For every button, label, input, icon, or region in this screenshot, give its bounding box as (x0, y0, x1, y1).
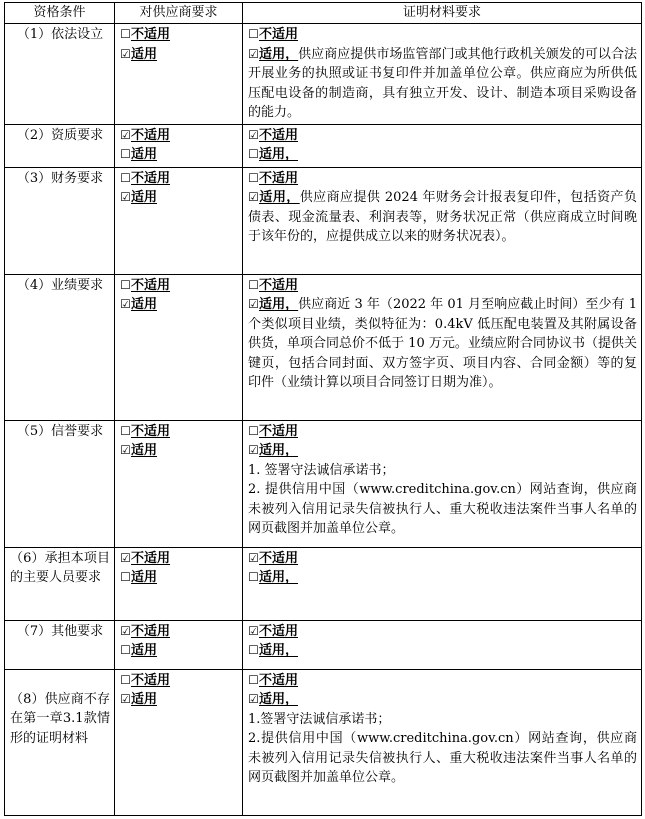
condition-cell: （8）供应商不存在第一章3.1款情形的证明材料 (5, 669, 115, 815)
header-evidence-requirement: 证明材料要求 (243, 3, 642, 24)
supplier-requirement-cell (115, 547, 243, 620)
not-applicable-option[interactable]: ☐不适用 (120, 422, 238, 442)
evidence-text: ☑适用，供应商近 3 年（2022 年 01 月至响应截止时间）至少有 1 个类似项目业绩，类似特征为：0.4kV 低压配电装置及其附属设备供货，单项合同总价不低于 10 万元。业绩应附合同协议书（提供关键页，包括合同封面、双方签字页、项目内容、合同金额）等的复印件（业绩计算以项目合同签订日期为准）。 (248, 297, 637, 390)
not-applicable-option[interactable]: ☑不适用 (248, 549, 637, 569)
evidence-cell (243, 620, 642, 669)
applicable-option[interactable]: ☑适用 (120, 295, 238, 315)
checkbox-icon[interactable]: ☑ (248, 46, 259, 61)
checkbox-icon: ☐ (120, 277, 131, 292)
checkbox-icon: ☐ (120, 423, 131, 438)
supplier-requirement-cell (115, 669, 243, 815)
checkbox-icon: ☐ (248, 643, 259, 657)
supplier-requirement-cell (115, 24, 243, 125)
checkbox-icon: ☑ (120, 550, 131, 565)
checkbox-icon: ☑ (248, 443, 259, 457)
not-applicable-option[interactable]: ☐不适用 (120, 276, 238, 296)
checkbox-icon: ☑ (120, 190, 131, 204)
applicable-option[interactable]: ☑适用 (120, 690, 238, 710)
not-applicable-option[interactable]: ☐不适用 (120, 671, 238, 691)
applicable-option[interactable]: ☐适用 (120, 641, 238, 661)
checkbox-icon: ☑ (248, 550, 259, 565)
checkbox-icon: ☐ (248, 423, 259, 438)
checkbox-icon: ☑ (120, 46, 131, 61)
header-condition: 资格条件 (5, 3, 115, 24)
checkbox-icon: ☐ (248, 277, 259, 292)
evidence-text: ☑适用，供应商应提供市场监管部门或其他行政机关颁发的可以合法开展业务的执照或证书复印件并加盖单位公章。供应商应为所供低压配电设备的制造商，具有独立开发、设计、制造本项目采购设备的能力。 (248, 46, 637, 120)
not-applicable-option[interactable]: ☑不适用 (248, 126, 637, 146)
table-row (5, 274, 642, 420)
condition-cell: （1）依法设立 (5, 24, 115, 125)
not-applicable-option[interactable]: ☑不适用 (120, 126, 238, 146)
applicable-option[interactable]: ☑适用 (120, 188, 238, 208)
applicable-option[interactable]: ☐适用 (120, 145, 238, 165)
evidence-item: 2. 提供信用中国（www.creditchina.gov.cn）网站查询，供应商未被列入信用记录失信被执行人、重大税收违法案件当事人名单的网页截图并加盖单位公章。 (248, 482, 637, 536)
checkbox-icon[interactable]: ☑ (248, 297, 259, 311)
applicable-option[interactable]: ☑适用， (248, 441, 637, 461)
checkbox-icon: ☐ (248, 170, 259, 185)
condition-cell: （6）承担本项目的主要人员要求 (5, 547, 115, 620)
supplier-requirement-cell (115, 620, 243, 669)
checkbox-icon: ☐ (248, 27, 259, 41)
checkbox-icon: ☑ (120, 443, 131, 457)
not-applicable-option[interactable]: ☑不适用 (120, 622, 238, 642)
evidence-text: ☑适用，供应商应提供 2024 年财务会计报表复印件，包括资产负债表、现金流量表、利润表等，财务状况正常（供应商成立时间晚于该年份的，应提供成立以来的财务状况表）。 (248, 190, 637, 244)
not-applicable-option[interactable]: ☐不适用 (120, 25, 238, 45)
not-applicable-option[interactable]: ☐不适用 (248, 276, 637, 296)
supplier-requirement-cell (115, 420, 243, 547)
table-row (5, 124, 642, 167)
not-applicable-option[interactable]: ☐不适用 (248, 422, 637, 442)
table-row (5, 420, 642, 547)
checkbox-icon: ☐ (120, 570, 131, 584)
checkbox-icon: ☑ (120, 623, 131, 638)
evidence-item: 2.提供信用中国（www.creditchina.gov.cn）网站查询，供应商未被列入信用记录失信被执行人、重大税收违法案件当事人名单的网页截图并加盖单位公章。 (248, 731, 637, 785)
checkbox-icon: ☐ (120, 170, 131, 185)
evidence-cell (243, 547, 642, 620)
checkbox-icon: ☑ (120, 692, 131, 706)
checkbox-icon[interactable]: ☑ (248, 190, 259, 204)
applicable-option[interactable]: ☐适用， (248, 145, 637, 165)
checkbox-icon: ☐ (120, 27, 131, 41)
applicable-option[interactable]: ☑适用 (120, 45, 238, 65)
condition-cell: （5）信誉要求 (5, 420, 115, 547)
checkbox-icon: ☑ (248, 692, 259, 706)
evidence-cell (243, 420, 642, 547)
evidence-cell (243, 669, 642, 815)
not-applicable-option[interactable]: ☐不适用 (248, 169, 637, 189)
applicable-option[interactable]: ☐适用， (248, 641, 637, 661)
table-row (5, 24, 642, 125)
applicable-option[interactable]: ☑适用 (120, 441, 238, 461)
checkbox-icon: ☑ (248, 623, 259, 638)
header-supplier-requirement: 对供应商要求 (115, 3, 243, 24)
applicable-option[interactable]: ☐适用 (120, 568, 238, 588)
condition-cell: （2）资质要求 (5, 124, 115, 167)
checkbox-icon: ☑ (120, 127, 131, 142)
checkbox-icon: ☐ (248, 570, 259, 584)
table-row (5, 620, 642, 669)
evidence-cell (243, 24, 642, 125)
condition-cell: （7）其他要求 (5, 620, 115, 669)
qualification-table (4, 2, 642, 816)
not-applicable-option[interactable]: ☐不适用 (120, 169, 238, 189)
condition-cell: （3）财务要求 (5, 167, 115, 274)
supplier-requirement-cell (115, 274, 243, 420)
checkbox-icon: ☐ (120, 672, 131, 687)
checkbox-icon: ☑ (248, 127, 259, 142)
not-applicable-option[interactable]: ☐不适用 (248, 25, 637, 45)
not-applicable-option[interactable]: ☑不适用 (248, 622, 637, 642)
applicable-option[interactable]: ☑适用， (248, 690, 637, 710)
checkbox-icon: ☐ (120, 147, 131, 161)
evidence-cell (243, 167, 642, 274)
supplier-requirement-cell (115, 167, 243, 274)
evidence-cell (243, 274, 642, 420)
header-row (5, 3, 642, 24)
checkbox-icon: ☐ (248, 672, 259, 687)
table-row (5, 669, 642, 815)
condition-cell: （4）业绩要求 (5, 274, 115, 420)
checkbox-icon: ☐ (248, 147, 259, 161)
not-applicable-option[interactable]: ☑不适用 (120, 549, 238, 569)
evidence-item: 1.签署守法诚信承诺书； (248, 711, 391, 727)
supplier-requirement-cell (115, 124, 243, 167)
evidence-cell (243, 124, 642, 167)
applicable-option[interactable]: ☐适用， (248, 568, 637, 588)
not-applicable-option[interactable]: ☐不适用 (248, 671, 637, 691)
checkbox-icon: ☐ (120, 643, 131, 657)
evidence-item: 1. 签署守法诚信承诺书； (248, 462, 395, 478)
table-row (5, 547, 642, 620)
table-row (5, 167, 642, 274)
checkbox-icon: ☑ (120, 297, 131, 311)
